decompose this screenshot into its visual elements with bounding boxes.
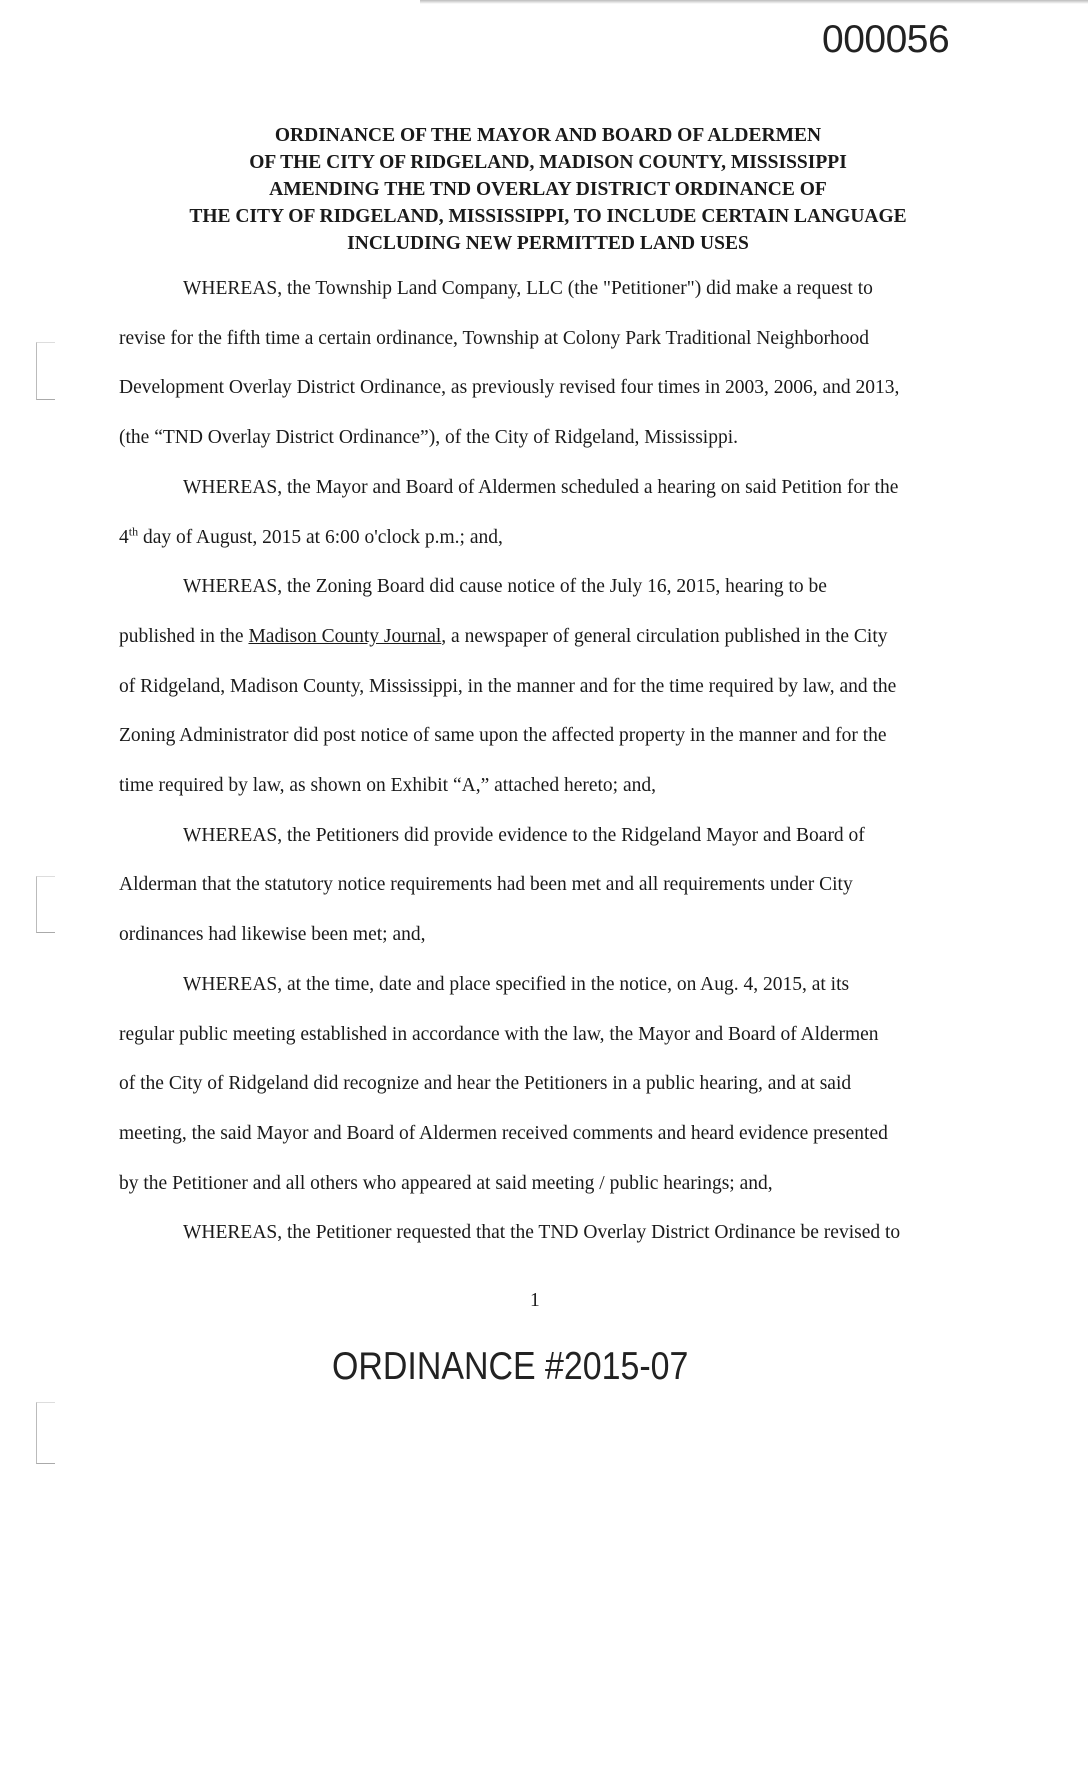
text-segment: published in the [119, 625, 249, 647]
paragraph-line: WHEREAS, at the time, date and place specified in the notice, on Aug. 4, 2015, at its [183, 973, 850, 995]
paragraph-line [119, 513, 979, 563]
paragraph-line: Zoning Administrator did post notice of same upon the affected property in the manner and for the [119, 725, 887, 747]
heading-line: OF THE CITY OF RIDGELAND, MADISON COUNTY, MISSISSIPPI [249, 152, 847, 173]
text-segment: th [128, 524, 139, 539]
paragraph-line: meeting, the said Mayor and Board of Aldermen received comments and heard evidence presented [119, 1122, 888, 1144]
ordinance-number: ORDINANCE #2015-07 [332, 1345, 689, 1388]
document-heading [0, 122, 1088, 257]
paragraph-line: revise for the fifth time a certain ordinance, Township at Colony Park Traditional Neighborhood [119, 327, 869, 349]
bates-number: 000056 [822, 18, 950, 61]
newspaper-name: Madison County Journal [248, 625, 442, 647]
heading-line: INCLUDING NEW PERMITTED LAND USES [347, 233, 749, 254]
text-segment: 4 [119, 526, 129, 548]
paragraph-line: ordinances had likewise been met; and, [119, 924, 426, 946]
paragraph-line: WHEREAS, the Mayor and Board of Aldermen scheduled a hearing on said Petition for the [183, 476, 899, 498]
heading-line: THE CITY OF RIDGELAND, MISSISSIPPI, TO INCLUDE CERTAIN LANGUAGE [189, 206, 907, 227]
binder-mark [36, 1402, 55, 1464]
paragraph-line [119, 612, 979, 662]
paragraph-line: (the “TND Overlay District Ordinance”), of the City of Ridgeland, Mississippi. [119, 427, 738, 449]
paragraph-line: WHEREAS, the Petitioner requested that the TND Overlay District Ordinance be revised to [183, 1222, 901, 1244]
page-number: 1 [530, 1290, 540, 1311]
paragraph-line: WHEREAS, the Zoning Board did cause notice of the July 16, 2015, hearing to be [183, 576, 827, 598]
heading-line: ORDINANCE OF THE MAYOR AND BOARD OF ALDERMEN [274, 125, 822, 146]
paragraph-line: Alderman that the statutory notice requirements had been met and all requirements under City [119, 874, 853, 896]
paragraph-line: of the City of Ridgeland did recognize and hear the Petitioners in a public hearing, and at said [119, 1073, 852, 1095]
scan-edge-shadow [420, 0, 1088, 4]
paragraph-line: of Ridgeland, Madison County, Mississippi, in the manner and for the time required by law, and the [119, 675, 897, 697]
paragraph-line: regular public meeting established in accordance with the law, the Mayor and Board of Aldermen [119, 1023, 879, 1045]
text-segment: , a newspaper of general circulation published in the City [441, 625, 888, 647]
text-segment: day of August, 2015 at 6:00 o'clock p.m.; and, [138, 526, 503, 548]
document-body [119, 264, 979, 1258]
paragraph-line: WHEREAS, the Petitioners did provide evidence to the Ridgeland Mayor and Board of [183, 824, 865, 846]
paragraph-line: WHEREAS, the Township Land Company, LLC (the "Petitioner") did make a request to [183, 278, 873, 299]
paragraph-line: time required by law, as shown on Exhibit “A,” attached hereto; and, [119, 775, 656, 797]
binder-mark [36, 876, 55, 933]
paragraph-line: by the Petitioner and all others who appeared at said meeting / public hearings; and, [119, 1172, 773, 1194]
binder-mark [36, 342, 55, 400]
paragraph-line: Development Overlay District Ordinance, as previously revised four times in 2003, 2006, and 2013, [119, 377, 900, 399]
heading-line: AMENDING THE TND OVERLAY DISTRICT ORDINANCE OF [269, 179, 827, 200]
